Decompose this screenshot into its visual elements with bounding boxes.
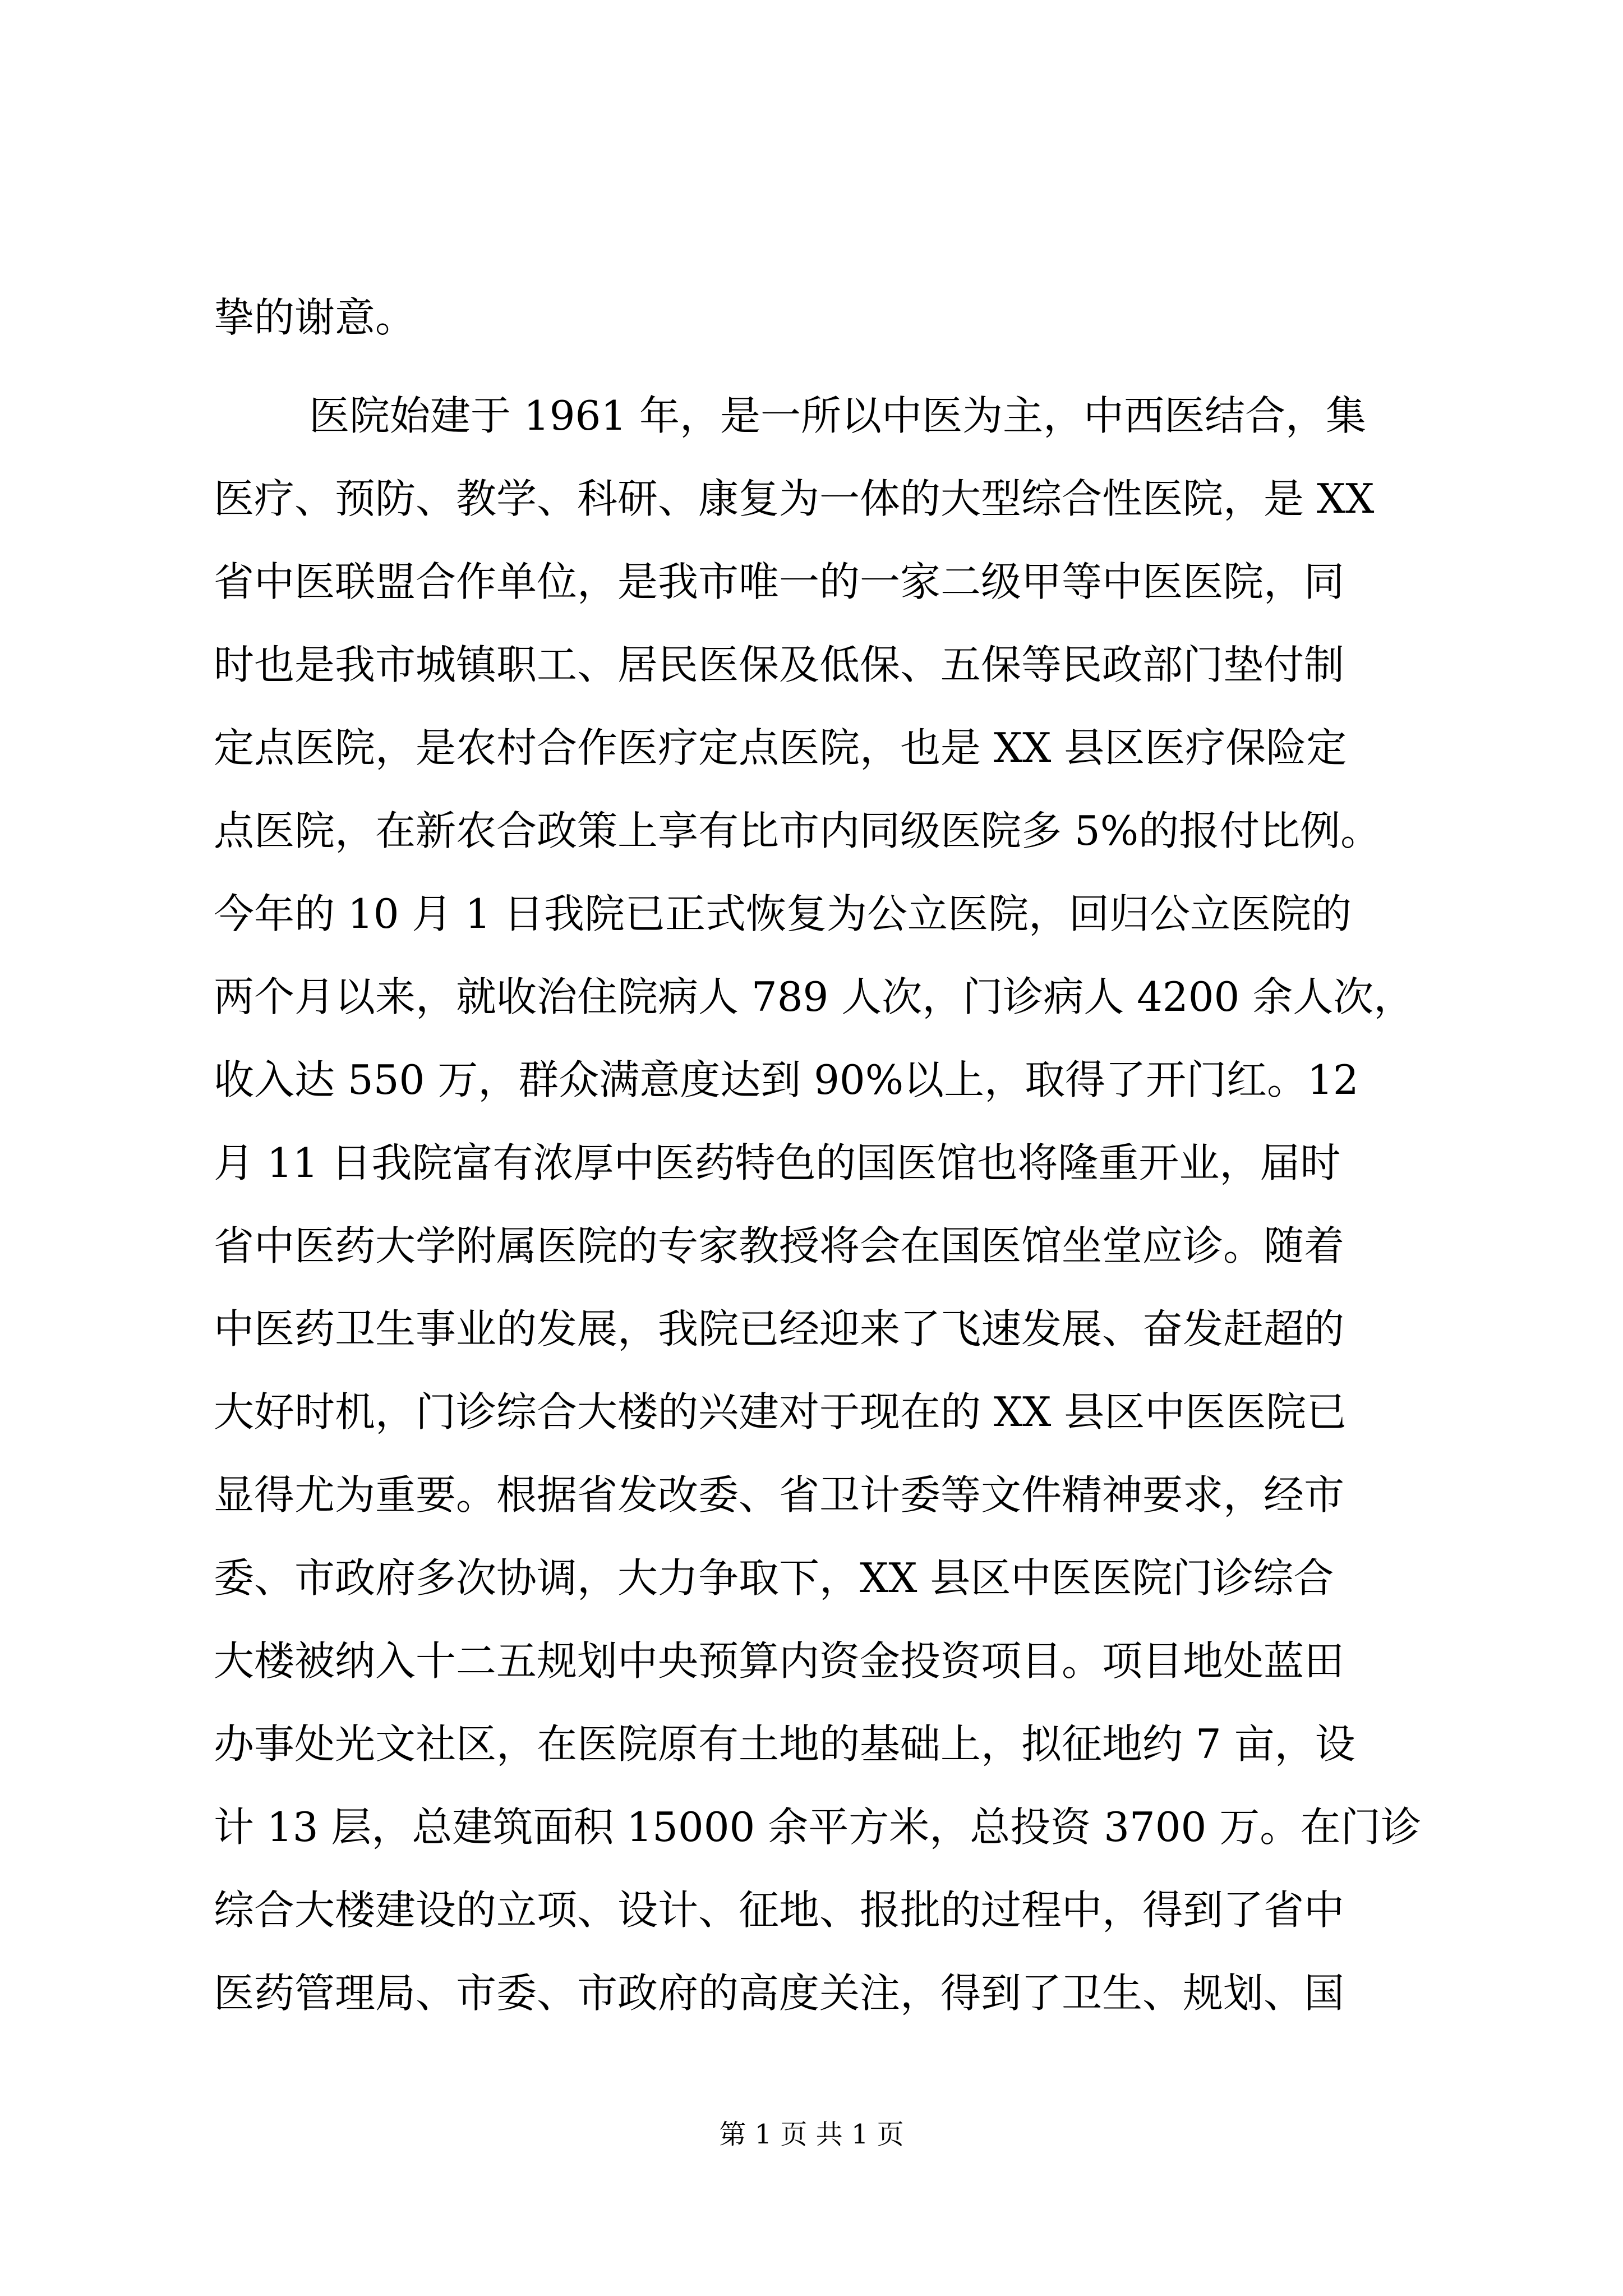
text-line: 省中医联盟合作单位，是我市唯一的一家二级甲等中医医院，同 bbox=[214, 558, 1345, 605]
text-line: 收入达 550 万，群众满意度达到 90%以上，取得了开门红。12 bbox=[214, 1056, 1359, 1103]
text-line: 今年的 10 月 1 日我院已正式恢复为公立医院，回归公立医院的 bbox=[214, 890, 1352, 937]
text-line: 点医院，在新农合政策上享有比市内同级医院多 5%的报付比例。 bbox=[214, 807, 1381, 854]
text-line: 两个月以来，就收治住院病人 789 人次，门诊病人 4200 余人次， bbox=[214, 973, 1414, 1020]
text-line: 大楼被纳入十二五规划中央预算内资金投资项目。项目地处蓝田 bbox=[214, 1637, 1345, 1685]
text-line: 月 11 日我院富有浓厚中医药特色的国医馆也将隆重开业，届时 bbox=[214, 1139, 1341, 1186]
text-line: 挚的谢意。 bbox=[214, 294, 416, 341]
text-line: 医院始建于 1961 年，是一所以中医为主，中西医结合，集 bbox=[309, 392, 1367, 439]
text-line: 省中医药大学附属医院的专家教授将会在国医馆坐堂应诊。随着 bbox=[214, 1222, 1345, 1269]
text-line: 综合大楼建设的立项、设计、征地、报批的过程中，得到了省中 bbox=[214, 1887, 1345, 1934]
text-line: 大好时机，门诊综合大楼的兴建对于现在的 XX 县区中医医院已 bbox=[214, 1388, 1347, 1435]
text-line: 中医药卫生事业的发展，我院已经迎来了飞速发展、奋发赶超的 bbox=[214, 1305, 1345, 1352]
page-number: 第 1 页 共 1 页 bbox=[719, 2119, 904, 2150]
text-line: 显得尤为重要。根据省发改委、省卫计委等文件精神要求，经市 bbox=[214, 1471, 1345, 1519]
text-line: 定点医院，是农村合作医疗定点医院，也是 XX 县区医疗保险定 bbox=[214, 724, 1347, 771]
text-line: 办事处光文社区，在医院原有土地的基础上，拟征地约 7 亩，设 bbox=[214, 1720, 1355, 1768]
text-line: 委、市政府多次协调，大力争取下，XX 县区中医医院门诊综合 bbox=[214, 1554, 1334, 1602]
text-line: 医疗、预防、教学、科研、康复为一体的大型综合性医院，是 XX bbox=[214, 475, 1375, 522]
text-line: 医药管理局、市委、市政府的高度关注，得到了卫生、规划、国 bbox=[214, 1970, 1345, 2017]
text-line: 时也是我市城镇职工、居民医保及低保、五保等民政部门垫付制 bbox=[214, 641, 1345, 688]
text-line: 计 13 层，总建筑面积 15000 余平方米，总投资 3700 万。在门诊 bbox=[214, 1803, 1422, 1851]
